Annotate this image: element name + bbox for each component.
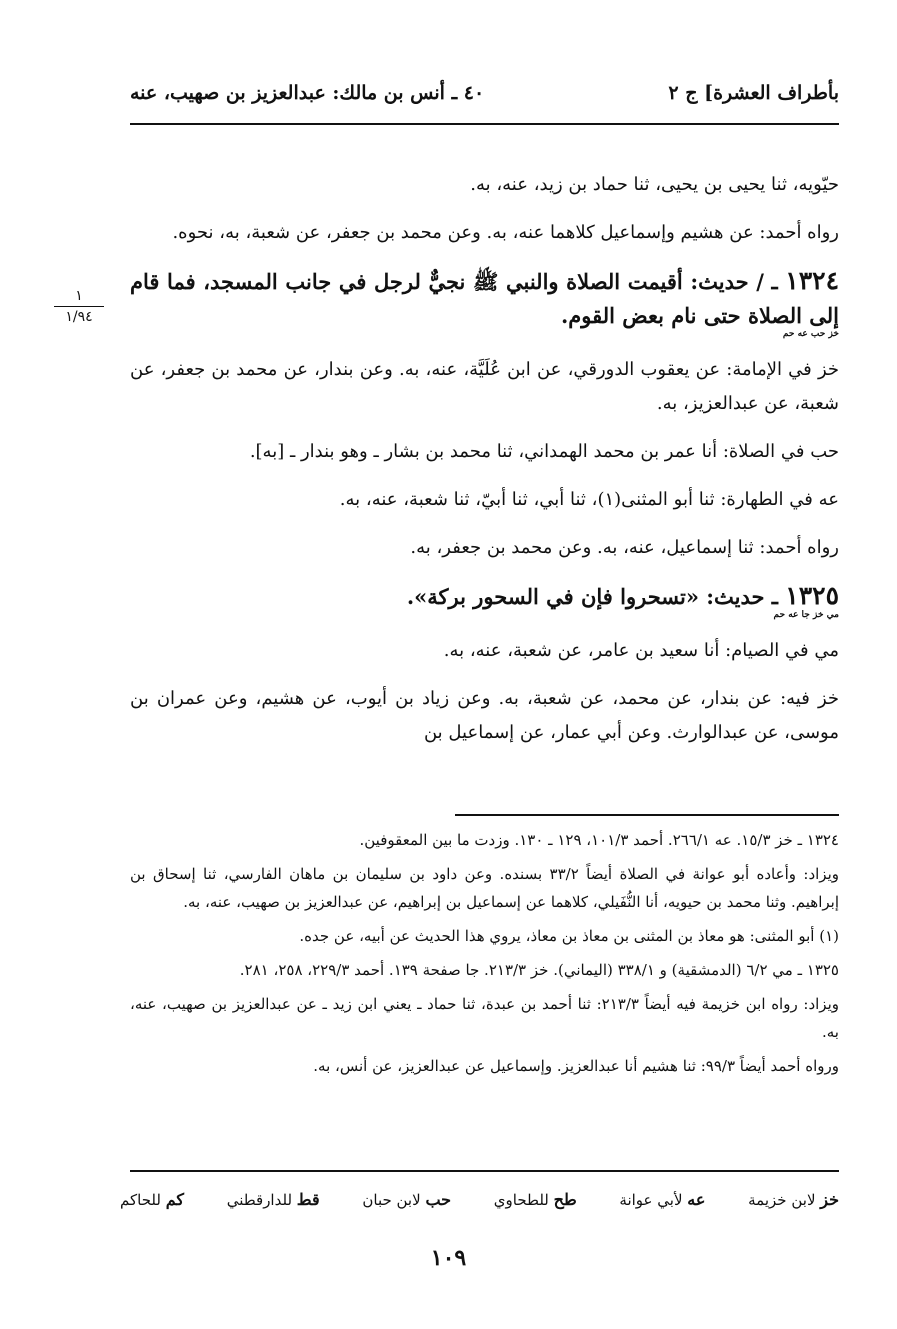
paragraph: عه في الطهارة: ثنا أبو المثنى(١)، ثنا أبي، ثنا أبيّ، ثنا شعبة، عنه، به. bbox=[339, 489, 839, 510]
paragraph: خز فيه: عن بندار، عن محمد، عن شعبة، به. وعن زياد بن أيوب، عن هشيم، وعن عمران بن موسى، عن عبدالوارث. وعن أبي عمار، عن إسماعيل بن bbox=[130, 688, 839, 743]
abbreviation-legend bbox=[120, 1190, 839, 1209]
hadith-sigla: خز حب عه حم bbox=[782, 329, 839, 339]
hadith-1324 bbox=[130, 264, 839, 339]
margin-page-reference bbox=[54, 288, 104, 325]
hadith-text: ـ / حديث: أقيمت الصلاة والنبي ﷺ نجيٌّ لرجل في جانب المسجد، فما قام إلى الصلاة حتى نام بعض القوم. bbox=[130, 269, 839, 328]
footnote: ١٣٢٥ ـ مي ٦/٢ (الدمشقية) و ٣٣٨/١ (اليماني). خز ٢١٣/٣. جا صفحة ١٣٩. أحمد ٢٢٩/٣، ٢٥٨، ٢٨١. bbox=[239, 961, 839, 979]
legend-item: خز لابن خزيمة bbox=[748, 1190, 839, 1209]
paragraph: رواه أحمد: ثنا إسماعيل، عنه، به. وعن محمد بن جعفر، به. bbox=[410, 537, 839, 558]
legend-item: حب لابن حبان bbox=[362, 1190, 452, 1209]
main-text bbox=[130, 168, 839, 764]
footnote: ويزاد: وأعاده أبو عوانة في الصلاة أيضاً ٣٣/٢ بسنده. وعن داود بن سليمان بن ماهان الفارسي، ثنا إسحاق بن إبراهيم. وثنا محمد بن حيويه، أنا النُّفَيلي، كلاهما عن إسماعيل بن إبراهيم، عن عبدالعزيز بن صهيب، عنه، به. bbox=[130, 865, 839, 911]
header-rule bbox=[130, 123, 839, 125]
page-number: ١٠٩ bbox=[430, 1245, 467, 1271]
paragraph: رواه أحمد: عن هشيم وإسماعيل كلاهما عنه، به. وعن محمد بن جعفر، عن شعبة، به، نحوه. bbox=[172, 222, 839, 243]
paragraph: حيّويه، ثنا يحيى بن يحيى، ثنا حماد بن زيد، عنه، به. bbox=[470, 174, 839, 195]
legend-item: كم للحاكم bbox=[120, 1190, 184, 1209]
footnote: ورواه أحمد أيضاً ٩٩/٣: ثنا هشيم أنا عبدالعزيز. وإسماعيل عن عبدالعزيز، عن أنس، به. bbox=[313, 1057, 839, 1075]
hadith-number: ١٣٢٥ bbox=[785, 581, 839, 610]
hadith-text: ـ حديث: «تسحروا فإن في السحور بركة». bbox=[406, 584, 778, 609]
footnote: ١٣٢٤ ـ خز ١٥/٣. عه ٢٦٦/١. أحمد ١٠١/٣، ١٢٩ ـ ١٣٠. وزدت ما بين المعقوفين. bbox=[359, 831, 839, 849]
legend-item: قط للدارقطني bbox=[226, 1190, 320, 1209]
header-chapter-title: ٤٠ ـ أنس بن مالك: عبدالعزيز بن صهيب، عنه bbox=[130, 82, 485, 104]
footnote: (١) أبو المثنى: هو معاذ بن المثنى بن معاذ بن معاذ، يروي هذا الحديث عن أبيه، عن جده. bbox=[299, 927, 839, 945]
legend-item: طح للطحاوي bbox=[493, 1190, 577, 1209]
header-volume-title: بأطراف العشرة] ج ٢ bbox=[668, 82, 839, 104]
margin-ref-bottom: ١/٩٤ bbox=[65, 309, 93, 325]
hadith-sigla: مي خز جا عه حم bbox=[773, 610, 839, 620]
hadith-1325 bbox=[130, 579, 839, 620]
running-header bbox=[130, 76, 839, 116]
footnotes bbox=[130, 826, 839, 1086]
footnote-rule bbox=[455, 814, 839, 816]
paragraph: خز في الإمامة: عن يعقوب الدورقي، عن ابن عُلَيَّة، عنه، به. وعن بندار، عن محمد بن جعفر، عن شعبة، عن عبدالعزيز، به. bbox=[130, 359, 839, 414]
margin-ref-top: ١ bbox=[54, 288, 104, 307]
paragraph: مي في الصيام: أنا سعيد بن عامر، عن شعبة، عنه، به. bbox=[443, 640, 839, 661]
legend-rule bbox=[130, 1170, 839, 1172]
legend-item: عه لأبي عوانة bbox=[619, 1190, 706, 1209]
footnote: ويزاد: رواه ابن خزيمة فيه أيضاً ٢١٣/٣: ثنا أحمد بن عبدة، ثنا حماد ـ يعني ابن زيد ـ عن عبدالعزيز بن صهيب، عنه، به. bbox=[130, 995, 839, 1041]
hadith-number: ١٣٢٤ bbox=[785, 266, 839, 295]
paragraph: حب في الصلاة: أنا عمر بن محمد الهمداني، ثنا محمد بن بشار ـ وهو بندار ـ [به]. bbox=[249, 441, 839, 462]
